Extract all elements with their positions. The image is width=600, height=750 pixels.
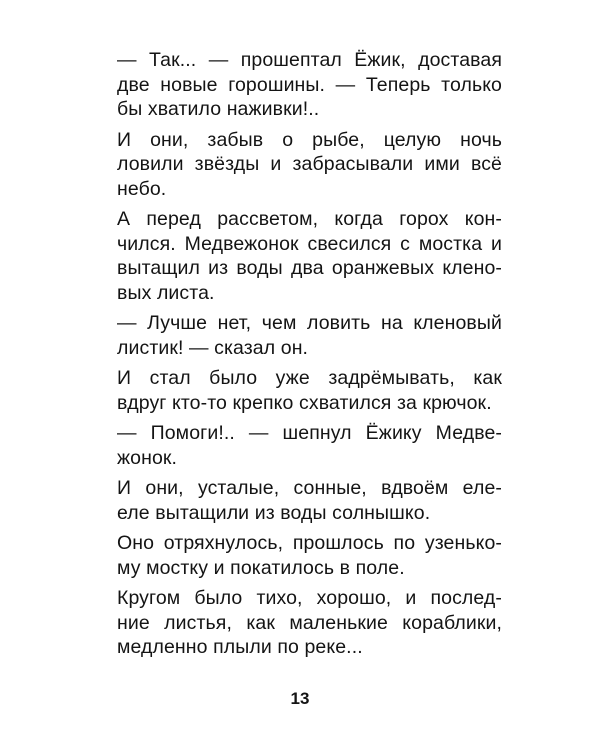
text-line: — Помоги!.. — шепнул Ёжику Медве- — [117, 422, 502, 444]
text-line: А перед рассветом, когда горох кон- — [117, 208, 502, 230]
text-line: листик! — сказал он. — [117, 336, 309, 359]
text-line: еле вытащили из воды солнышко. — [117, 501, 431, 524]
text-line: вых листа. — [117, 281, 215, 304]
story-text — [117, 48, 502, 666]
paragraph — [117, 48, 502, 122]
text-line: му мостку и покатилось в поле. — [117, 556, 405, 579]
text-line: две новые горошины. — Теперь только — [117, 73, 502, 96]
text-line: Оно отряхнулось, прошлось по узенько- — [117, 532, 502, 554]
paragraph — [117, 207, 502, 305]
paragraph — [117, 366, 502, 415]
text-line: — Лучше нет, чем ловить на кленовый — [117, 312, 502, 334]
text-line: бы хватило наживки!.. — [117, 98, 320, 120]
paragraph — [117, 311, 502, 360]
paragraph — [117, 128, 502, 202]
text-line: небо. — [117, 177, 167, 200]
text-line: — Так... — прошептал Ёжик, доставая — [117, 49, 502, 71]
text-line: жонок. — [117, 446, 178, 469]
text-line: ние листья, как маленькие кораблики, — [117, 611, 502, 634]
text-line: И они, усталые, сонные, вдвоём еле- — [117, 477, 502, 499]
paragraph — [117, 476, 502, 525]
text-line: вытащил из воды два оранжевых клено- — [117, 257, 502, 279]
text-line: чился. Медвежонок свесился с мостка и — [117, 232, 502, 255]
text-line: И они, забыв о рыбе, целую ночь — [117, 128, 502, 151]
text-line: Кругом было тихо, хорошо, и послед- — [117, 587, 502, 609]
page-number: 13 — [290, 689, 310, 708]
paragraph — [117, 531, 502, 580]
paragraph — [117, 586, 502, 660]
text-line: вдруг кто-то крепко схватился за крючок. — [117, 391, 492, 414]
text-line: ловили звёзды и забрасывали ими всё — [117, 153, 502, 175]
text-line: И стал было уже задрёмывать, как — [117, 367, 502, 389]
text-line: медленно плыли по реке... — [117, 636, 363, 658]
paragraph — [117, 421, 502, 470]
